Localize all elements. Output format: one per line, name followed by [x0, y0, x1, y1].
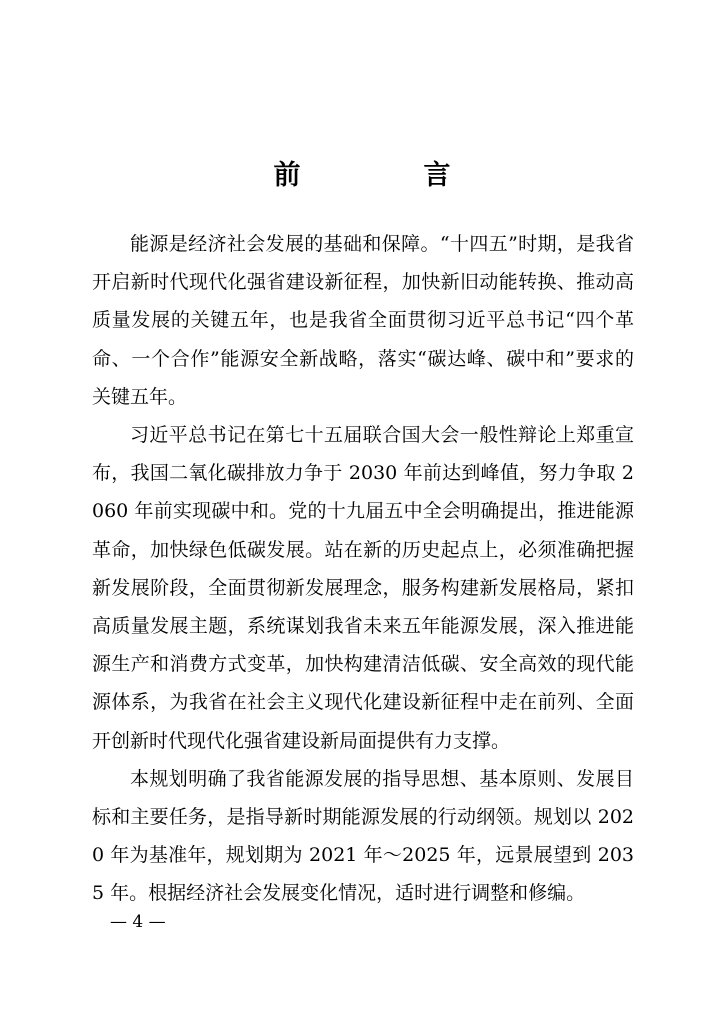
- body-text: [92, 225, 634, 913]
- paragraph-3: 本规划明确了我省能源发展的指导思想、基本原则、发展目标和主要任务，是指导新时期能源发展的行动纲领。规划以 2020 年为基准年，规划期为 2021 年～2025 年，远景展望到 2035 年。根据经济社会发展变化情况，适时进行调整和修编。: [92, 767, 634, 905]
- page-number: — 4 —: [110, 912, 166, 932]
- page-title: 前 言: [273, 160, 499, 191]
- paragraph-1: 能源是经济社会发展的基础和保障。“十四五”时期，是我省开启新时代现代化强省建设新征程，加快新旧动能转换、推动高质量发展的关键五年，也是我省全面贯彻习近平总书记“四个革命、一个合作”能源安全新战略，落实“碳达峰、碳中和”要求的关键五年。: [92, 233, 634, 408]
- paragraph-2: 习近平总书记在第七十五届联合国大会一般性辩论上郑重宣布，我国二氧化碳排放力争于 2030 年前达到峰值，努力争取 2060 年前实现碳中和。党的十九届五中全会明确提出，推进能源革命，加快绿色低碳发展。站在新的历史起点上，必须准确把握新发展阶段，全面贯彻新发展理念，服务构建新发展格局，紧扣高质量发展主题，系统谋划我省未来五年能源发展，深入推进能源生产和消费方式变革，加快构建清洁低碳、安全高效的现代能源体系，为我省在社会主义现代化建设新征程中走在前列、全面开创新时代现代化强省建设新局面提供有力支撑。: [92, 424, 634, 752]
